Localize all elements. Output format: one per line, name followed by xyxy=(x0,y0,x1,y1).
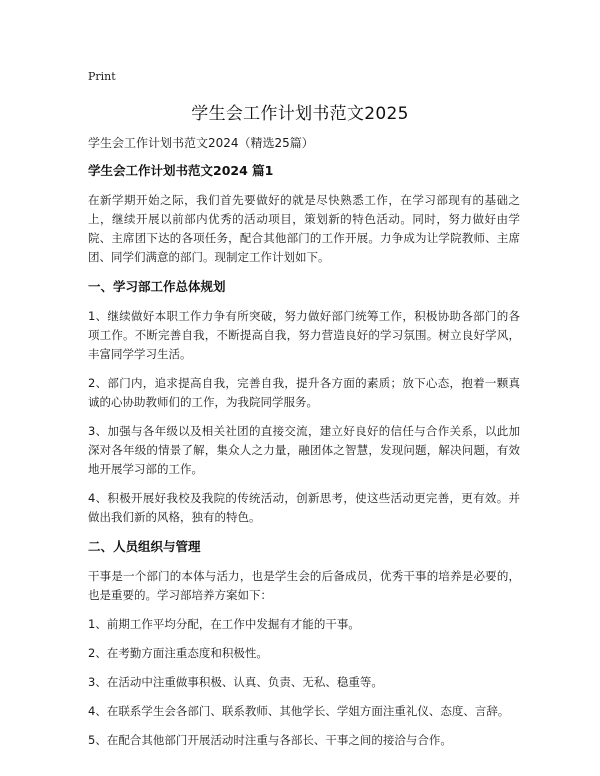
document-subtitle: 学生会工作计划书范文2024（精选25篇） xyxy=(88,136,314,150)
document-body xyxy=(88,133,520,760)
section-intro-paragraph: 干事是一个部门的本体与活力，也是学生会的后备成员，优秀干事的培养是必要的，也是重要的。学习部培养方案如下： xyxy=(88,569,520,602)
article-title: 学生会工作计划书范文2024 篇1 xyxy=(88,163,274,178)
list-item: 1、继续做好本职工作力争有所突破，努力做好部门统筹工作，积极协助各部门的各项工作。不断完善自我，不断提高自我，努力营造良好的学习氛围。树立良好学风，丰富同学学习生活。 xyxy=(88,309,520,361)
list-item: 3、加强与各年级以及相关社团的直接交流，建立好良好的信任与合作关系，以此加深对各年级的情景了解，集众人之力量，融团体之智慧，发现问题，解决问题，有效地开展学习部的工作。 xyxy=(88,424,520,476)
document-title: 学生会工作计划书范文2025 xyxy=(191,104,409,124)
list-item: 2、在考勤方面注重态度和积极性。 xyxy=(88,646,268,660)
intro-paragraph: 在新学期开始之际，我们首先要做好的就是尽快熟悉工作，在学习部现有的基础之上，继续开展以前部内优秀的活动项目，策划新的特色活动。同时，努力做好由学院、主席团下达的各项任务，配合其他部门的工作开展。力争成为让学院教师、主席团、同学们满意的部门。现制定工作计划如下。 xyxy=(88,193,520,264)
print-link[interactable]: Print xyxy=(88,70,116,83)
list-item: 4、积极开展好我校及我院的传统活动，创新思考，使这些活动更完善，更有效。并做出我们新的风格，独有的特色。 xyxy=(88,491,520,524)
section-heading-personnel: 二、人员组织与管理 xyxy=(88,539,201,554)
list-item: 5、在配合其他部门开展活动时注重与各部长、干事之间的接洽与合作。 xyxy=(88,733,452,747)
list-item: 3、在活动中注重做事积极、认真、负责、无私、稳重等。 xyxy=(88,675,383,689)
list-item: 4、在联系学生会各部门、联系教师、其他学长、学姐方面注重礼仪、态度、言辞。 xyxy=(88,704,510,718)
list-item: 1、前期工作平均分配，在工作中发掘有才能的干事。 xyxy=(88,617,360,631)
list-item: 2、部门内，追求提高自我，完善自我，提升各方面的素质；放下心态，抱着一颗真诚的心协助教师们的工作，为我院同学服务。 xyxy=(88,376,520,409)
section-heading-planning: 一、学习部工作总体规划 xyxy=(88,279,226,294)
